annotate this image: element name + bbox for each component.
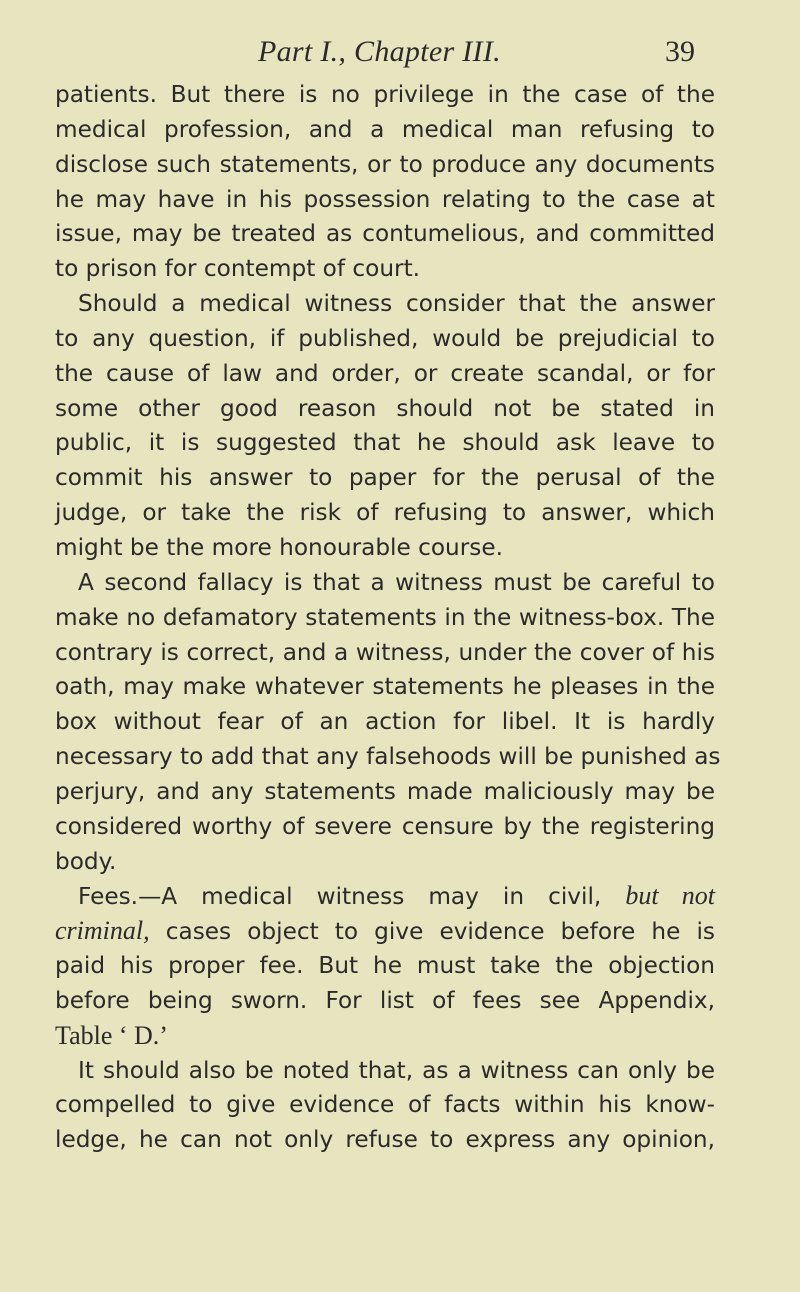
fees-lead: Fees. [78,883,139,911]
text-line: body. [55,847,117,875]
text-line: compelled to give evidence of facts within his know- [55,1091,715,1119]
text-line: medical profession, and a medical man refusing to [55,115,715,143]
text-line: contrary is correct, and a witness, under the cover of his [55,638,715,666]
fees-italic-2: criminal, [55,916,150,946]
fees-line-2-text: cases object to give evidence before he is [165,918,716,946]
page-number: 39 [665,35,695,68]
text-line: public, it is suggested that he should ask leave to [55,429,715,457]
text-line: judge, or take the risk of refusing to answer, which [55,499,715,527]
text-line: to prison for contempt of court. [55,255,421,283]
text-line: perjury, and any statements made maliciously may be [55,777,715,805]
text-line: ledge, he can not only refuse to express any opinion, [55,1126,715,1154]
running-title: Part I., Chapter III. [258,35,501,68]
text-line: the cause of law and order, or create scandal, or for [55,359,715,387]
fees-line-1 [55,879,715,914]
text-line: disclose such statements, or to produce any documents [55,150,715,178]
text-line: It should also be noted that, as a witness can only be [78,1056,715,1084]
fees-line-4: before being sworn. For list of fees see Appendix, [55,986,715,1014]
fees-line-5: Table ‘ D.’ [55,1020,168,1050]
text-line: necessary to add that any falsehoods will be punished as [55,743,721,771]
text-line: commit his answer to paper for the perusal of the [55,464,715,492]
text-line: issue, may be treated as contumelious, and committed [55,220,715,248]
text-line: patients. But there is no privilege in the case of the [55,81,715,108]
text-line: box without fear of an action for libel. It is hardly [55,708,715,736]
text-line: some other good reason should not be stated in [55,394,715,422]
text-line: considered worthy of severe censure by the registering [55,812,715,840]
text-line: to any question, if published, would be prejudicial to [55,324,715,352]
text-line: A second fallacy is that a witness must be careful to [78,568,715,596]
fees-line-1-text: —A medical witness may in civil, [138,883,602,911]
page-header [258,30,718,74]
fees-italic-1: but not [625,881,716,911]
fees-line-2 [55,914,715,949]
text-line: Should a medical witness consider that the answer [78,290,715,318]
body-text [55,78,721,1158]
text-line: make no defamatory statements in the witness-box. The [55,603,715,631]
text-line: he may have in his possession relating to the case at [55,185,715,213]
fees-line-3: paid his proper fee. But he must take the objection [55,952,715,980]
text-line: oath, may make whatever statements he pleases in the [55,673,715,701]
text-line: might be the more honourable course. [55,533,504,561]
